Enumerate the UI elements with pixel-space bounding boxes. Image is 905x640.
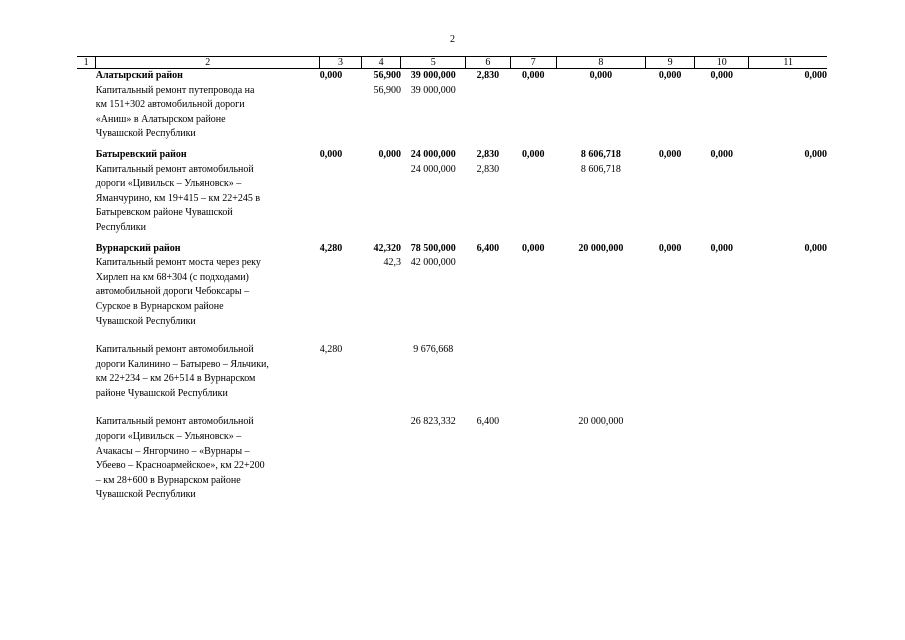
value-cell <box>510 236 556 330</box>
cell-line: Капитальный ремонт автомобильной <box>95 344 254 356</box>
value-cell <box>646 236 695 330</box>
value-cell <box>646 401 695 503</box>
cell-line: Капитальный ремонт автомобильной <box>95 416 254 428</box>
cell-line: 0,000 <box>521 148 545 160</box>
value-cell <box>401 69 466 142</box>
row-index-cell <box>77 236 96 330</box>
project-row <box>77 329 827 401</box>
value-cell <box>320 236 362 330</box>
cell-line: 0,000 <box>378 148 401 160</box>
col-header: 3 <box>320 57 362 69</box>
cell-line: 42 000,000 <box>410 257 456 269</box>
column-number-row <box>77 57 827 69</box>
cell-line: дороги «Цивильск – Ульяновск» – <box>95 431 242 443</box>
col-header: 6 <box>466 57 511 69</box>
cell-line: Чувашской Республики <box>95 128 196 140</box>
value-cell <box>510 69 556 142</box>
cell-line: 2,830 <box>476 70 500 81</box>
value-cell <box>556 69 646 142</box>
budget-table <box>77 56 827 503</box>
cell-line: Капитальный ремонт путепровода на <box>95 84 255 96</box>
value-cell <box>695 329 749 401</box>
value-cell <box>401 329 466 401</box>
value-cell <box>401 236 466 330</box>
value-cell <box>749 69 827 142</box>
value-cell <box>510 329 556 401</box>
cell-line: 56,900 <box>373 84 401 96</box>
value-cell <box>749 236 827 330</box>
value-cell <box>361 236 401 330</box>
col-header: 7 <box>510 57 556 69</box>
cell-line: районе Чувашской Республики <box>95 387 228 399</box>
cell-line: 0,000 <box>710 148 733 160</box>
row-index-cell <box>77 142 96 236</box>
value-cell <box>466 236 511 330</box>
cell-line: Вурнарский район <box>95 242 181 254</box>
cell-line: 6,400 <box>476 416 500 428</box>
value-cell <box>320 142 362 236</box>
value-cell <box>320 329 362 401</box>
value-cell <box>695 142 749 236</box>
cell-line: – км 28+600 в Вурнарском районе <box>95 474 241 486</box>
cell-line: Чувашской Республики <box>95 489 196 501</box>
cell-line: 0,000 <box>589 70 613 81</box>
cell-line: 24 000,000 <box>410 163 456 175</box>
value-cell <box>320 69 362 142</box>
cell-line: 8 606,718 <box>580 163 621 175</box>
col-header: 9 <box>646 57 695 69</box>
cell-line: 0,000 <box>521 242 545 254</box>
cell-line: 0,000 <box>804 148 827 160</box>
value-cell <box>361 142 401 236</box>
col-header: 8 <box>556 57 646 69</box>
value-cell <box>556 329 646 401</box>
value-cell <box>749 142 827 236</box>
cell-line: 0,000 <box>804 242 827 254</box>
cell-line: 4,280 <box>319 242 343 254</box>
value-cell <box>749 329 827 401</box>
cell-line: 26 823,332 <box>410 416 456 428</box>
cell-line: Алатырский район <box>95 70 183 81</box>
value-cell <box>510 142 556 236</box>
row-index-cell <box>77 401 96 503</box>
cell-line: 0,000 <box>710 242 733 254</box>
cell-line: 2,830 <box>476 148 500 160</box>
cell-line: Хирлеп на км 68+304 (с подходами) <box>95 271 249 283</box>
cell-line: 4,280 <box>319 344 343 356</box>
cell-line: Республики <box>95 221 146 233</box>
value-cell <box>556 142 646 236</box>
value-cell <box>749 401 827 503</box>
cell-line: Яманчурино, км 19+415 – км 22+245 в <box>95 192 261 204</box>
district-row <box>77 69 827 142</box>
cell-line: 20 000,000 <box>578 416 624 428</box>
col-header: 10 <box>695 57 749 69</box>
description-cell <box>96 69 320 142</box>
description-cell <box>96 329 320 401</box>
cell-line: 0,000 <box>658 148 682 160</box>
value-cell <box>695 69 749 142</box>
value-cell <box>646 142 695 236</box>
cell-line: 0,000 <box>804 70 827 81</box>
cell-line: дороги Калинино – Батырево – Яльчики, <box>95 358 269 370</box>
cell-line: 42,3 <box>383 257 401 269</box>
cell-line: автомобильной дороги Чебоксары – <box>95 286 250 298</box>
value-cell <box>401 142 466 236</box>
cell-line: 56,900 <box>373 70 401 81</box>
value-cell <box>695 401 749 503</box>
cell-line: 39 000,000 <box>410 70 456 81</box>
cell-line: Батыревский район <box>95 148 187 160</box>
cell-line: Капитальный ремонт автомобильной <box>95 163 254 175</box>
value-cell <box>320 401 362 503</box>
cell-line: 0,000 <box>319 148 343 160</box>
cell-line: 0,000 <box>710 70 733 81</box>
value-cell <box>361 329 401 401</box>
cell-line: 39 000,000 <box>410 84 456 96</box>
cell-line: 6,400 <box>476 242 500 254</box>
col-header: 1 <box>77 57 96 69</box>
cell-line: Чувашской Республики <box>95 315 196 327</box>
cell-line: км 151+302 автомобильной дороги <box>95 99 245 111</box>
value-cell <box>466 69 511 142</box>
value-cell <box>510 401 556 503</box>
cell-line: 8 606,718 <box>580 148 621 160</box>
row-index-cell <box>77 69 96 142</box>
project-row <box>77 401 827 503</box>
value-cell <box>466 142 511 236</box>
page-number: 2 <box>450 34 455 45</box>
cell-line: «Аниш» в Алатырском районе <box>95 113 226 125</box>
cell-line: 42,320 <box>373 242 401 254</box>
value-cell <box>646 329 695 401</box>
value-cell <box>695 236 749 330</box>
cell-line: Убеево – Красноармейское», км 22+200 <box>95 460 265 472</box>
col-header: 11 <box>749 57 827 69</box>
description-cell <box>96 401 320 503</box>
col-header: 2 <box>96 57 320 69</box>
cell-line: Батыревском районе Чувашской <box>95 207 233 219</box>
cell-line: 9 676,668 <box>413 344 454 356</box>
value-cell <box>361 401 401 503</box>
cell-line: 0,000 <box>319 70 343 81</box>
value-cell <box>646 69 695 142</box>
district-row <box>77 142 827 236</box>
value-cell <box>466 329 511 401</box>
cell-line: км 22+234 – км 26+514 в Вурнарском <box>95 373 256 385</box>
description-cell <box>96 236 320 330</box>
value-cell <box>401 401 466 503</box>
col-header: 4 <box>361 57 401 69</box>
value-cell <box>556 401 646 503</box>
description-cell <box>96 142 320 236</box>
cell-line: 78 500,000 <box>410 242 456 254</box>
cell-line: Сурское в Вурнарском районе <box>95 300 224 312</box>
cell-line: 20 000,000 <box>578 242 624 254</box>
cell-line: 24 000,000 <box>410 148 456 160</box>
cell-line: 0,000 <box>521 70 545 81</box>
value-cell <box>556 236 646 330</box>
cell-line: Капитальный ремонт моста через реку <box>95 257 261 269</box>
cell-line: 2,830 <box>476 163 500 175</box>
cell-line: Ачакасы – Янгорчино – «Вурнары – <box>95 445 250 457</box>
cell-line: 0,000 <box>658 70 682 81</box>
cell-line: 0,000 <box>658 242 682 254</box>
col-header: 5 <box>401 57 466 69</box>
row-index-cell <box>77 329 96 401</box>
cell-line: дороги «Цивильск – Ульяновск» – <box>95 178 242 190</box>
district-row <box>77 236 827 330</box>
value-cell <box>361 69 401 142</box>
value-cell <box>466 401 511 503</box>
